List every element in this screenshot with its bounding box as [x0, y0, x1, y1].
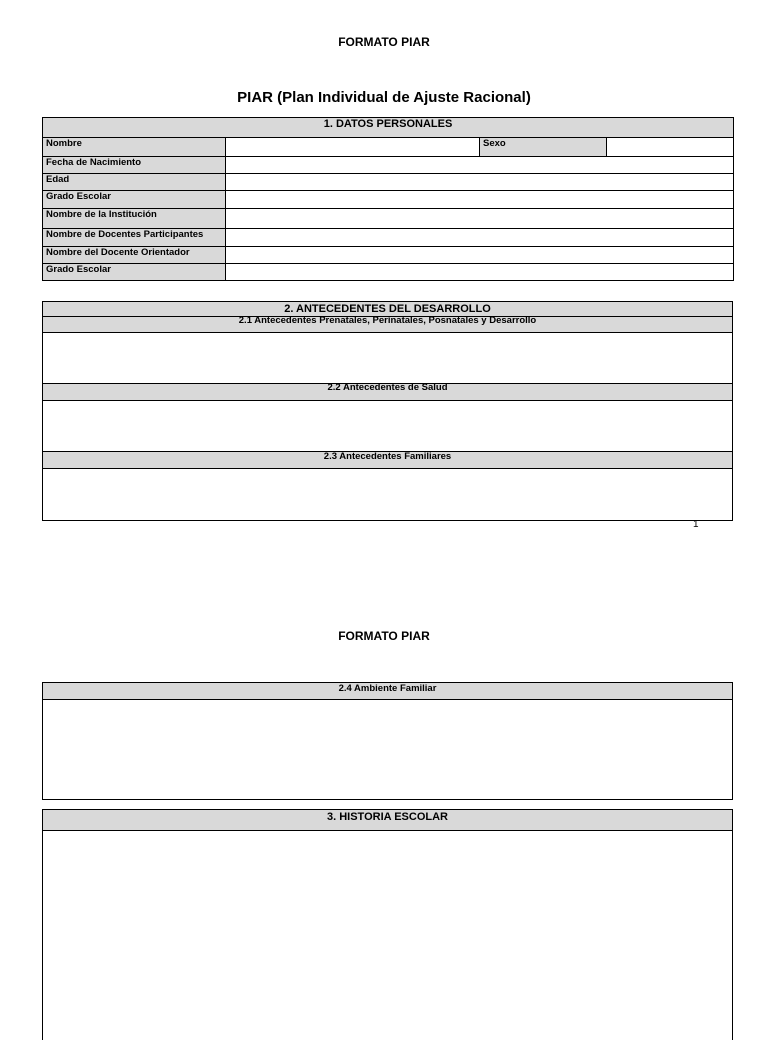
edad-field[interactable] [226, 174, 734, 191]
subsection-2-1-field[interactable] [43, 333, 732, 384]
grado-escolar-2-field[interactable] [226, 264, 734, 281]
page-title: PIAR (Plan Individual de Ajuste Racional) [237, 89, 531, 106]
nombre-field[interactable] [226, 138, 480, 157]
historia-escolar-box [42, 809, 733, 1040]
docentes-participantes-label: Nombre de Docentes Participantes [43, 229, 226, 247]
datos-personales-table [42, 117, 734, 281]
section-1-title: 1. DATOS PERSONALES [43, 118, 734, 138]
subsection-2-2-field[interactable] [43, 401, 732, 452]
page1-header: FORMATO PIAR [338, 35, 430, 49]
sexo-label: Sexo [480, 138, 607, 157]
subsection-2-3-title: 2.3 Antecedentes Familiares [43, 452, 732, 469]
subsection-2-2-title: 2.2 Antecedentes de Salud [43, 384, 732, 401]
grado-escolar-2-label: Grado Escolar [43, 264, 226, 281]
section-3-field[interactable] [43, 831, 732, 1038]
subsection-2-4-field[interactable] [43, 700, 732, 797]
docente-orientador-field[interactable] [226, 247, 734, 264]
docente-orientador-label: Nombre del Docente Orientador [43, 247, 226, 264]
antecedentes-desarrollo-box [42, 301, 733, 521]
fecha-nacimiento-field[interactable] [226, 157, 734, 174]
subsection-2-1-title: 2.1 Antecedentes Prenatales, Perinatales, Posnatales y Desarrollo [43, 317, 732, 333]
edad-label: Edad [43, 174, 226, 191]
grado-escolar-label: Grado Escolar [43, 191, 226, 209]
sexo-field[interactable] [607, 138, 734, 157]
grado-escolar-field[interactable] [226, 191, 734, 209]
fecha-nacimiento-label: Fecha de Nacimiento [43, 157, 226, 174]
page2-header: FORMATO PIAR [338, 629, 430, 643]
ambiente-familiar-box [42, 682, 733, 800]
nombre-label: Nombre [43, 138, 226, 157]
section-3-title: 3. HISTORIA ESCOLAR [43, 810, 732, 831]
subsection-2-4-title: 2.4 Ambiente Familiar [43, 683, 732, 700]
page-number: 1 [693, 519, 699, 530]
subsection-2-3-field[interactable] [43, 469, 732, 519]
institucion-label: Nombre de la Institución [43, 209, 226, 229]
section-2-title: 2. ANTECEDENTES DEL DESARROLLO [43, 302, 732, 317]
docentes-participantes-field[interactable] [226, 229, 734, 247]
institucion-field[interactable] [226, 209, 734, 229]
